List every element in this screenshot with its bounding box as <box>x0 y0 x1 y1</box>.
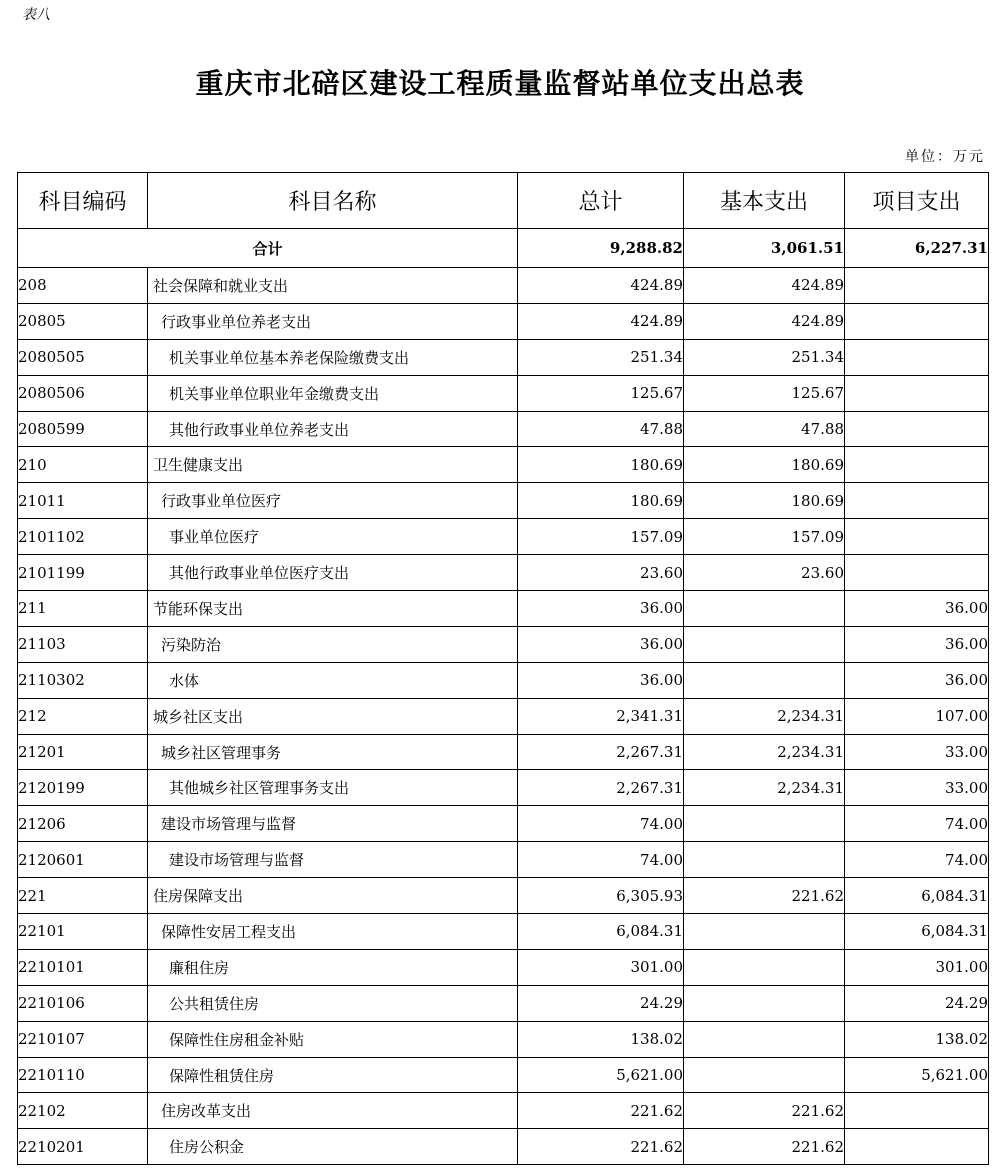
cell-project-expenditure <box>845 447 989 483</box>
cell-total: 36.00 <box>518 591 684 627</box>
total-label: 合计 <box>18 229 518 268</box>
cell-project-expenditure <box>845 375 989 411</box>
unit-label: 单位：万元 <box>905 149 985 165</box>
cell-subject-code: 2210106 <box>18 985 148 1021</box>
cell-subject-name: 住房公积金 <box>148 1129 518 1165</box>
header-total: 总计 <box>518 173 684 229</box>
cell-total: 221.62 <box>518 1093 684 1129</box>
expenditure-table <box>17 172 989 1165</box>
cell-total: 74.00 <box>518 842 684 878</box>
total-sum: 9,288.82 <box>518 229 684 268</box>
table-row <box>18 734 989 770</box>
cell-total: 6,305.93 <box>518 878 684 914</box>
cell-subject-name: 机关事业单位职业年金缴费支出 <box>148 375 518 411</box>
cell-basic-expenditure: 221.62 <box>684 1129 845 1165</box>
cell-subject-name: 公共租赁住房 <box>148 985 518 1021</box>
cell-total: 180.69 <box>518 483 684 519</box>
cell-subject-code: 208 <box>18 268 148 304</box>
cell-total: 2,267.31 <box>518 770 684 806</box>
cell-subject-name: 住房改革支出 <box>148 1093 518 1129</box>
cell-total: 2,267.31 <box>518 734 684 770</box>
cell-project-expenditure: 36.00 <box>845 626 989 662</box>
table-row <box>18 842 989 878</box>
cell-subject-name: 城乡社区支出 <box>148 698 518 734</box>
table-row <box>18 375 989 411</box>
cell-basic-expenditure <box>684 914 845 950</box>
cell-total: 24.29 <box>518 985 684 1021</box>
cell-total: 424.89 <box>518 268 684 304</box>
cell-subject-code: 2110302 <box>18 662 148 698</box>
header-subject-name: 科目名称 <box>148 173 518 229</box>
cell-project-expenditure: 33.00 <box>845 770 989 806</box>
cell-basic-expenditure: 157.09 <box>684 519 845 555</box>
table-number: 表八 <box>22 7 50 23</box>
cell-subject-name: 保障性安居工程支出 <box>148 914 518 950</box>
cell-subject-code: 21011 <box>18 483 148 519</box>
cell-basic-expenditure <box>684 662 845 698</box>
cell-total: 251.34 <box>518 339 684 375</box>
cell-basic-expenditure: 47.88 <box>684 411 845 447</box>
cell-project-expenditure: 107.00 <box>845 698 989 734</box>
cell-subject-code: 2080505 <box>18 339 148 375</box>
cell-total: 301.00 <box>518 949 684 985</box>
cell-basic-expenditure: 180.69 <box>684 447 845 483</box>
table-row <box>18 411 989 447</box>
cell-subject-code: 211 <box>18 591 148 627</box>
table-row <box>18 662 989 698</box>
page-title: 重庆市北碚区建设工程质量监督站单位支出总表 <box>195 67 805 100</box>
cell-subject-code: 2210101 <box>18 949 148 985</box>
cell-project-expenditure <box>845 555 989 591</box>
cell-subject-code: 2210107 <box>18 1021 148 1057</box>
cell-subject-code: 22101 <box>18 914 148 950</box>
table-row <box>18 268 989 304</box>
cell-project-expenditure: 36.00 <box>845 591 989 627</box>
cell-subject-name: 水体 <box>148 662 518 698</box>
cell-subject-name: 机关事业单位基本养老保险缴费支出 <box>148 339 518 375</box>
cell-total: 157.09 <box>518 519 684 555</box>
cell-subject-name: 建设市场管理与监督 <box>148 806 518 842</box>
cell-subject-code: 2210110 <box>18 1057 148 1093</box>
header-subject-code: 科目编码 <box>18 173 148 229</box>
table-row <box>18 949 989 985</box>
cell-subject-code: 21103 <box>18 626 148 662</box>
cell-project-expenditure: 74.00 <box>845 806 989 842</box>
cell-basic-expenditure <box>684 842 845 878</box>
total-basic: 3,061.51 <box>684 229 845 268</box>
cell-subject-name: 其他城乡社区管理事务支出 <box>148 770 518 806</box>
cell-basic-expenditure <box>684 985 845 1021</box>
cell-subject-name: 行政事业单位医疗 <box>148 483 518 519</box>
table-row <box>18 806 989 842</box>
cell-project-expenditure <box>845 411 989 447</box>
cell-total: 221.62 <box>518 1129 684 1165</box>
cell-subject-name: 社会保障和就业支出 <box>148 268 518 304</box>
cell-project-expenditure: 6,084.31 <box>845 878 989 914</box>
table-row <box>18 1057 989 1093</box>
cell-project-expenditure: 301.00 <box>845 949 989 985</box>
cell-subject-code: 2120199 <box>18 770 148 806</box>
cell-project-expenditure: 5,621.00 <box>845 1057 989 1093</box>
cell-subject-name: 事业单位医疗 <box>148 519 518 555</box>
cell-total: 138.02 <box>518 1021 684 1057</box>
cell-project-expenditure: 36.00 <box>845 662 989 698</box>
cell-subject-code: 2101102 <box>18 519 148 555</box>
cell-subject-code: 2101199 <box>18 555 148 591</box>
cell-basic-expenditure: 2,234.31 <box>684 770 845 806</box>
cell-subject-code: 2080506 <box>18 375 148 411</box>
table-row <box>18 1093 989 1129</box>
table-row <box>18 985 989 1021</box>
cell-subject-code: 2210201 <box>18 1129 148 1165</box>
cell-project-expenditure <box>845 1093 989 1129</box>
table-row <box>18 447 989 483</box>
table-row <box>18 626 989 662</box>
cell-subject-name: 污染防治 <box>148 626 518 662</box>
cell-project-expenditure <box>845 303 989 339</box>
cell-project-expenditure <box>845 268 989 304</box>
cell-project-expenditure: 138.02 <box>845 1021 989 1057</box>
cell-total: 180.69 <box>518 447 684 483</box>
cell-subject-name: 住房保障支出 <box>148 878 518 914</box>
cell-total: 36.00 <box>518 662 684 698</box>
table-row <box>18 555 989 591</box>
table-row <box>18 1129 989 1165</box>
cell-total: 125.67 <box>518 375 684 411</box>
cell-subject-name: 保障性租赁住房 <box>148 1057 518 1093</box>
cell-subject-code: 2120601 <box>18 842 148 878</box>
cell-basic-expenditure <box>684 1021 845 1057</box>
table-row <box>18 878 989 914</box>
table-row <box>18 770 989 806</box>
cell-basic-expenditure <box>684 806 845 842</box>
cell-total: 23.60 <box>518 555 684 591</box>
cell-basic-expenditure: 424.89 <box>684 303 845 339</box>
table-row <box>18 519 989 555</box>
header-row <box>18 173 989 229</box>
cell-basic-expenditure <box>684 949 845 985</box>
cell-subject-name: 卫生健康支出 <box>148 447 518 483</box>
cell-project-expenditure <box>845 339 989 375</box>
cell-basic-expenditure: 424.89 <box>684 268 845 304</box>
total-row <box>18 229 989 268</box>
cell-subject-name: 廉租住房 <box>148 949 518 985</box>
cell-subject-code: 212 <box>18 698 148 734</box>
table-row <box>18 591 989 627</box>
cell-project-expenditure: 6,084.31 <box>845 914 989 950</box>
cell-subject-code: 22102 <box>18 1093 148 1129</box>
cell-total: 36.00 <box>518 626 684 662</box>
table-row <box>18 303 989 339</box>
cell-total: 424.89 <box>518 303 684 339</box>
cell-basic-expenditure: 2,234.31 <box>684 698 845 734</box>
cell-project-expenditure: 74.00 <box>845 842 989 878</box>
cell-total: 74.00 <box>518 806 684 842</box>
cell-subject-name: 行政事业单位养老支出 <box>148 303 518 339</box>
cell-subject-name: 其他行政事业单位医疗支出 <box>148 555 518 591</box>
total-project: 6,227.31 <box>845 229 989 268</box>
table-row <box>18 914 989 950</box>
cell-subject-name: 保障性住房租金补贴 <box>148 1021 518 1057</box>
header-project-expenditure: 项目支出 <box>845 173 989 229</box>
cell-project-expenditure <box>845 519 989 555</box>
cell-project-expenditure <box>845 483 989 519</box>
cell-total: 5,621.00 <box>518 1057 684 1093</box>
cell-project-expenditure: 24.29 <box>845 985 989 1021</box>
cell-basic-expenditure: 221.62 <box>684 1093 845 1129</box>
cell-basic-expenditure: 23.60 <box>684 555 845 591</box>
cell-project-expenditure: 33.00 <box>845 734 989 770</box>
cell-basic-expenditure <box>684 1057 845 1093</box>
cell-basic-expenditure: 125.67 <box>684 375 845 411</box>
cell-basic-expenditure <box>684 591 845 627</box>
cell-basic-expenditure: 251.34 <box>684 339 845 375</box>
cell-total: 6,084.31 <box>518 914 684 950</box>
cell-subject-code: 21201 <box>18 734 148 770</box>
cell-total: 2,341.31 <box>518 698 684 734</box>
header-basic-expenditure: 基本支出 <box>684 173 845 229</box>
cell-subject-name: 城乡社区管理事务 <box>148 734 518 770</box>
cell-basic-expenditure: 180.69 <box>684 483 845 519</box>
cell-subject-code: 221 <box>18 878 148 914</box>
table-row <box>18 483 989 519</box>
cell-subject-code: 2080599 <box>18 411 148 447</box>
cell-total: 47.88 <box>518 411 684 447</box>
table-row <box>18 698 989 734</box>
cell-basic-expenditure: 2,234.31 <box>684 734 845 770</box>
table-row <box>18 1021 989 1057</box>
cell-subject-code: 21206 <box>18 806 148 842</box>
cell-project-expenditure <box>845 1129 989 1165</box>
cell-basic-expenditure: 221.62 <box>684 878 845 914</box>
cell-subject-name: 其他行政事业单位养老支出 <box>148 411 518 447</box>
cell-subject-name: 节能环保支出 <box>148 591 518 627</box>
cell-subject-name: 建设市场管理与监督 <box>148 842 518 878</box>
cell-subject-code: 20805 <box>18 303 148 339</box>
cell-basic-expenditure <box>684 626 845 662</box>
table-row <box>18 339 989 375</box>
cell-subject-code: 210 <box>18 447 148 483</box>
